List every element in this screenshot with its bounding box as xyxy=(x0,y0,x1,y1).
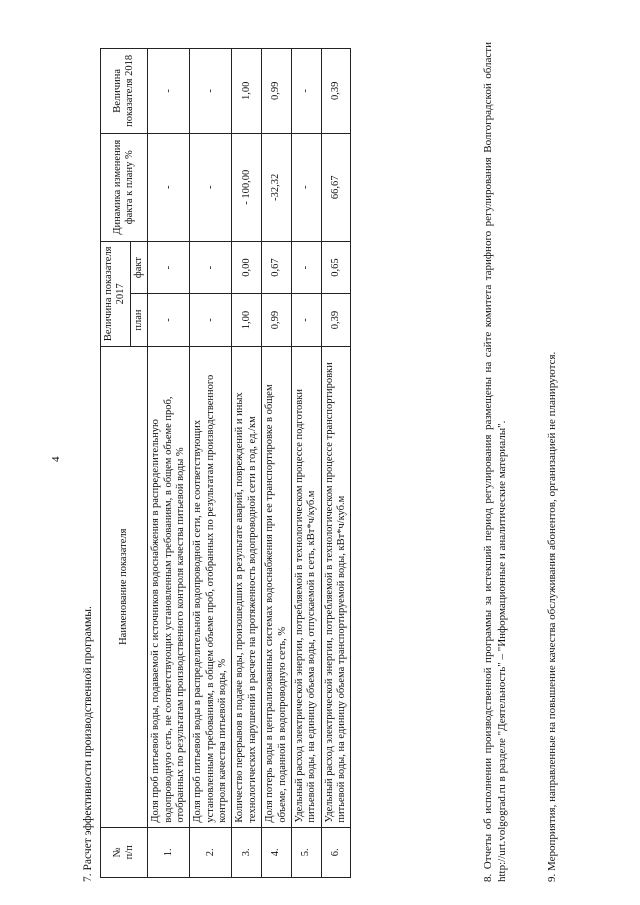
row-plan: 0,39 xyxy=(321,294,351,346)
row-name: Доля потерь воды в централизованных системах водоснабжения при ее транспортировке в общем объеме, поданной в водопроводную сеть, % xyxy=(262,346,292,827)
row-plan: 0,99 xyxy=(262,294,292,346)
row-fact: 0,00 xyxy=(232,241,262,293)
row-value-2018: 1,00 xyxy=(232,49,262,134)
page-number: 4 xyxy=(50,456,62,462)
row-name: Удельный расход электрической энергии, потребляемой в технологическом процессе подготовки питьевой воды, на единицу объема воды, отпускаемой в сеть, кВт*ч/куб.м xyxy=(291,346,321,827)
table-row xyxy=(321,49,351,878)
header-value-2017: Величина показателя 2017 xyxy=(101,241,131,346)
row-num: 1. xyxy=(148,827,190,877)
row-value-2018: - xyxy=(190,49,232,134)
header-value-2018: Величина показателя 2018 xyxy=(101,49,148,134)
row-num: 4. xyxy=(262,827,292,877)
row-dynamics: - xyxy=(190,133,232,241)
row-plan: 1,00 xyxy=(232,294,262,346)
table-row xyxy=(148,49,190,878)
row-name: Количество перерывов в подаче воды, произошедших в результате аварий, повреждений и иных технологических нарушений в расчете на протяженность водопроводной сети в год, ед./км xyxy=(232,346,262,827)
row-value-2018: - xyxy=(291,49,321,134)
row-name: Доля проб питьевой воды в распределительной водопроводной сети, не соответствующих установленным требованиям, в общем объеме проб, отобранных по результатам производственного контроля качества питьевой воды, % xyxy=(190,346,232,827)
row-dynamics: - 100,00 xyxy=(232,133,262,241)
row-fact: - xyxy=(291,241,321,293)
row-dynamics: - xyxy=(148,133,190,241)
table-row xyxy=(291,49,321,878)
table-row xyxy=(190,49,232,878)
row-plan: - xyxy=(190,294,232,346)
row-fact: 0,67 xyxy=(262,241,292,293)
row-fact: 0,65 xyxy=(321,241,351,293)
header-dynamics: Динамика изменения факта к плану % xyxy=(101,133,148,241)
row-fact: - xyxy=(148,241,190,293)
row-value-2018: - xyxy=(148,49,190,134)
section-8-paragraph: 8. Отчеты об исполнении производственной программы за истекший период регулирования размещены на сайте комитета тарифного регулирования Волгоградской области http://urt.volgograd.ru в разделе "Деятельность" – "Информационные и аналитические материалы". xyxy=(482,42,508,882)
row-dynamics: 66,67 xyxy=(321,133,351,241)
section-9-paragraph: 9. Мероприятия, направленные на повышение качества обслуживания абонентов, организацией не планируются. xyxy=(546,351,558,882)
row-plan: - xyxy=(291,294,321,346)
section-7-title: 7. Расчет эффективности производственной программы. xyxy=(82,606,94,882)
header-plan: план xyxy=(130,294,147,346)
row-name: Удельный расход электрической энергии, потребляемой в технологическом процессе транспортировки питьевой воды, на единицу объема транспортируемой воды, кВт*ч/куб.м xyxy=(321,346,351,827)
row-name: Доля проб питьевой воды, подаваемой с источников водоснабжения в распределительную водопроводную сеть, не соответствующих установленным требованиям, в общем объеме проб, отобранных по результатам производственного контроля качества питьевой воды % xyxy=(148,346,190,827)
header-indicator-name: Наименование показателя xyxy=(101,346,148,827)
row-num: 6. xyxy=(321,827,351,877)
row-dynamics: - xyxy=(291,133,321,241)
table-row xyxy=(232,49,262,878)
header-fact: факт xyxy=(130,241,147,293)
row-value-2018: 0,99 xyxy=(262,49,292,134)
row-dynamics: -32,32 xyxy=(262,133,292,241)
row-num: 5. xyxy=(291,827,321,877)
rotated-document-page xyxy=(20,30,620,890)
row-plan: - xyxy=(148,294,190,346)
indicators-table xyxy=(100,48,351,878)
row-fact: - xyxy=(190,241,232,293)
row-value-2018: 0,39 xyxy=(321,49,351,134)
header-num: № п/п xyxy=(101,827,148,877)
row-num: 2. xyxy=(190,827,232,877)
row-num: 3. xyxy=(232,827,262,877)
table-row xyxy=(262,49,292,878)
